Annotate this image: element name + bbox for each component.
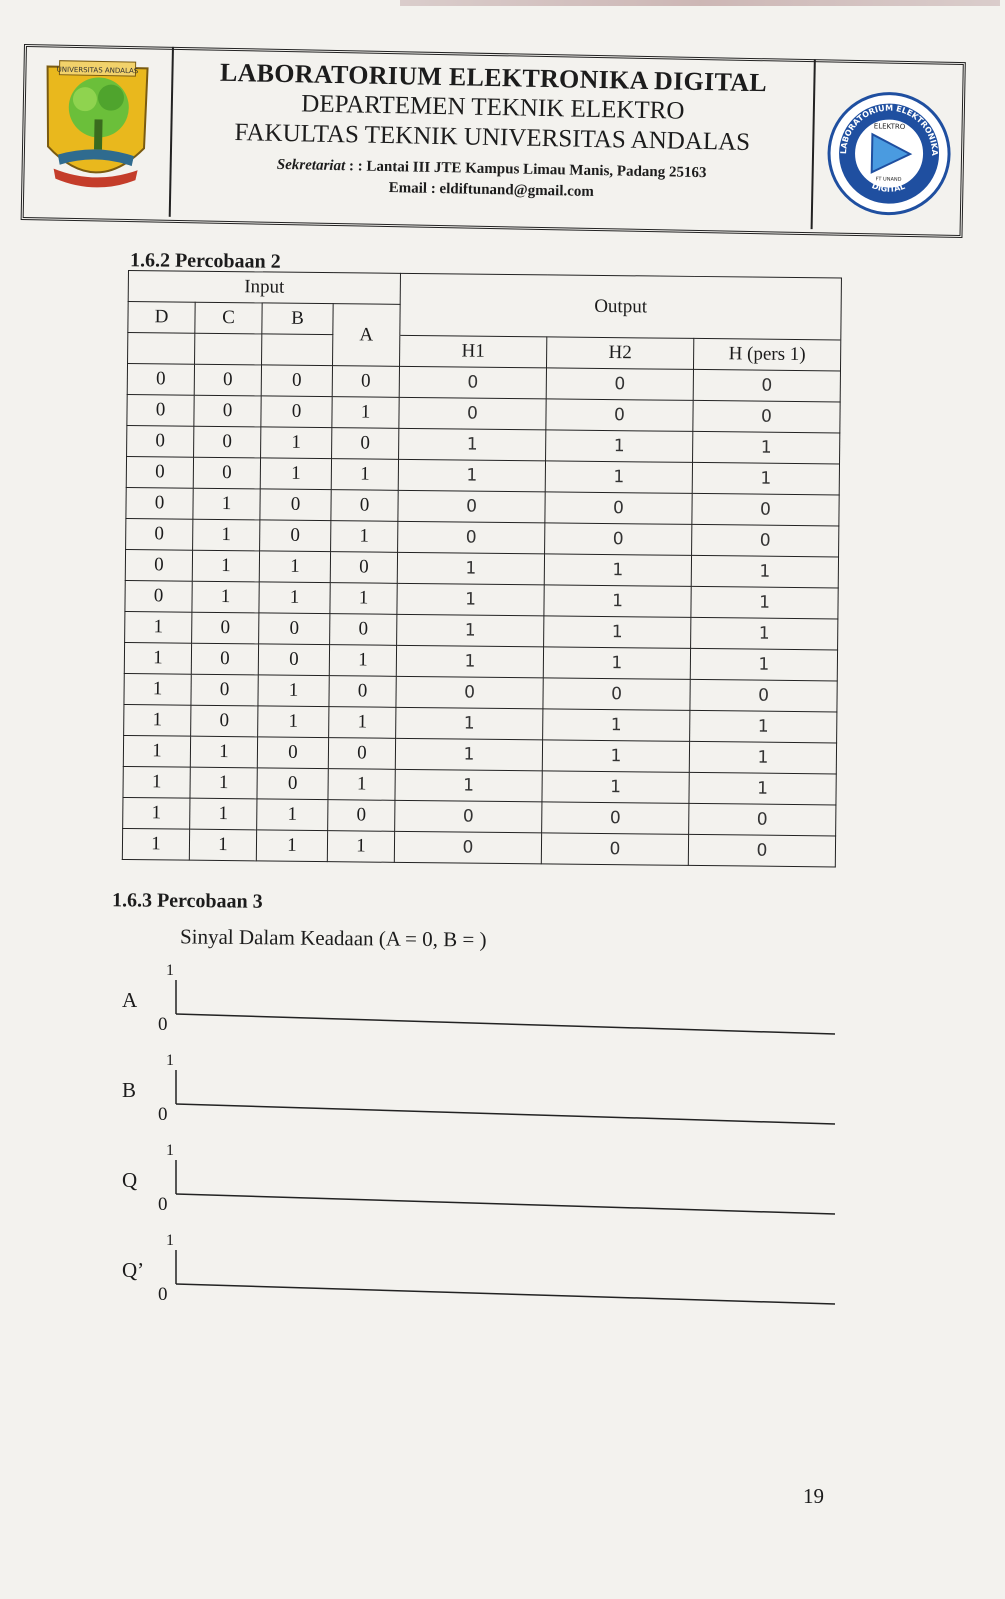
output-cell: 1 <box>693 431 840 464</box>
output-cell: 1 <box>691 555 838 588</box>
table-row <box>122 828 835 866</box>
col-header-b: B <box>262 303 333 335</box>
output-cell: 0 <box>693 400 840 433</box>
input-cell: 0 <box>126 518 193 550</box>
left-logo-text: UNIVERSITAS ANDALAS <box>56 65 139 76</box>
output-cell: 0 <box>545 492 692 525</box>
section-heading-percobaan-3: 1.6.3 Percobaan 3 <box>111 889 263 913</box>
input-cell: 1 <box>190 736 257 768</box>
input-cell: 1 <box>124 673 191 705</box>
col-header-h2: H2 <box>546 337 693 370</box>
input-cell: 1 <box>261 427 332 459</box>
input-cell: 1 <box>331 459 398 491</box>
input-cell: 1 <box>192 581 259 613</box>
signal-diagram <box>110 1142 850 1232</box>
output-cell: 1 <box>546 430 693 463</box>
input-cell: 0 <box>328 800 395 832</box>
output-cell: 1 <box>543 709 690 742</box>
input-cell: 1 <box>256 830 327 862</box>
output-cell: 0 <box>542 802 689 835</box>
input-cell: 1 <box>124 642 191 674</box>
signal-label: A <box>122 988 138 1012</box>
right-logo-ft: FT UNAND <box>875 176 902 183</box>
signal-high-tick: 1 <box>166 962 174 979</box>
signal-diagram <box>110 1232 850 1322</box>
output-cell: 1 <box>544 554 691 587</box>
input-cell: 1 <box>125 611 192 643</box>
truth-table-grid <box>122 270 842 867</box>
output-cell: 0 <box>546 399 693 432</box>
input-cell: 1 <box>193 519 260 551</box>
output-cell: 0 <box>692 493 839 526</box>
input-cell: 0 <box>332 366 399 398</box>
input-cell: 0 <box>260 520 331 552</box>
output-cell: 0 <box>398 490 545 523</box>
input-cell: 1 <box>192 550 259 582</box>
output-cell: 0 <box>399 397 546 430</box>
input-cell: 1 <box>258 675 329 707</box>
secretariat-label: Sekretariat <box>276 156 346 175</box>
output-cell: 0 <box>688 834 835 867</box>
output-cell: 1 <box>691 586 838 619</box>
input-cell: 0 <box>329 676 396 708</box>
col-spacer <box>262 334 333 366</box>
input-cell: 0 <box>125 549 192 581</box>
input-cell: 1 <box>124 704 191 736</box>
output-cell: 1 <box>690 710 837 743</box>
faculty-name: FAKULTAS TEKNIK UNIVERSITAS ANDALAS <box>234 119 751 156</box>
right-logo-inner: ELEKTRO <box>873 122 906 131</box>
output-cell: 1 <box>395 769 542 802</box>
input-cell: 0 <box>328 738 395 770</box>
signal-high-tick: 1 <box>166 1232 174 1249</box>
output-cell: 1 <box>542 740 689 773</box>
letterhead <box>20 44 966 274</box>
output-cell: 0 <box>546 368 693 401</box>
output-cell: 0 <box>396 676 543 709</box>
output-cell: 1 <box>397 614 544 647</box>
input-cell: 0 <box>332 428 399 460</box>
output-header: Output <box>400 273 842 340</box>
output-cell: 0 <box>394 831 541 864</box>
col-header-h-pers1: H (pers 1) <box>693 338 840 371</box>
input-cell: 0 <box>127 364 194 396</box>
output-cell: 1 <box>689 772 836 805</box>
output-cell: 1 <box>397 552 544 585</box>
department-name: DEPARTEMEN TEKNIK ELEKTRO <box>301 90 685 125</box>
signal-low-tick: 0 <box>158 1284 168 1305</box>
input-cell: 1 <box>329 645 396 677</box>
input-cell: 1 <box>330 583 397 615</box>
truth-table <box>122 270 842 867</box>
signal-diagram <box>110 1052 850 1142</box>
input-cell: 1 <box>329 707 396 739</box>
output-cell: 1 <box>399 428 546 461</box>
right-logo-cell <box>811 59 966 232</box>
secretariat-text: : : Lantai III JTE Kampus Limau Manis, Padang 25163 <box>348 158 707 182</box>
input-cell: 0 <box>126 487 193 519</box>
input-cell: 0 <box>126 456 193 488</box>
input-cell: 1 <box>331 521 398 553</box>
output-cell: 1 <box>544 585 691 618</box>
input-cell: 1 <box>327 831 394 863</box>
col-header-a: A <box>333 304 401 367</box>
input-cell: 0 <box>194 364 261 396</box>
input-cell: 1 <box>123 797 190 829</box>
section-heading-percobaan-2: 1.6.2 Percobaan 2 <box>129 249 281 273</box>
page-number: 19 <box>803 1484 824 1508</box>
output-cell: 0 <box>693 369 840 402</box>
signal-axes <box>110 962 850 1052</box>
input-cell: 0 <box>330 614 397 646</box>
input-cell: 0 <box>194 426 261 458</box>
col-spacer <box>195 333 262 365</box>
output-cell: 1 <box>692 462 839 495</box>
output-cell: 0 <box>692 524 839 557</box>
input-cell: 1 <box>189 829 256 861</box>
input-cell: 1 <box>123 766 190 798</box>
input-cell: 0 <box>257 737 328 769</box>
lab-elektronika-logo <box>825 89 953 217</box>
input-cell: 0 <box>193 457 260 489</box>
output-cell: 1 <box>542 771 689 804</box>
input-cell: 1 <box>193 488 260 520</box>
output-cell: 1 <box>543 647 690 680</box>
input-cell: 1 <box>123 735 190 767</box>
output-cell: 1 <box>545 461 692 494</box>
signal-axes <box>110 1232 850 1322</box>
input-cell: 0 <box>127 394 194 426</box>
signal-state-subtitle: Sinyal Dalam Keadaan (A = 0, B = ) <box>179 924 487 952</box>
col-spacer <box>128 333 195 365</box>
col-header-h1: H1 <box>400 335 547 368</box>
input-cell: 0 <box>257 768 328 800</box>
input-cell: 0 <box>259 613 330 645</box>
signal-diagram <box>110 962 850 1052</box>
output-cell: 0 <box>541 833 688 866</box>
input-cell: 0 <box>127 425 194 457</box>
output-cell: 1 <box>689 741 836 774</box>
input-cell: 0 <box>261 396 332 428</box>
input-cell: 0 <box>191 643 258 675</box>
signal-label: Q <box>122 1168 138 1192</box>
page-edge <box>400 0 1000 6</box>
signal-low-tick: 0 <box>158 1194 168 1215</box>
output-cell: 0 <box>395 800 542 833</box>
input-cell: 0 <box>191 674 258 706</box>
col-header-c: C <box>195 302 262 334</box>
output-cell: 1 <box>544 616 691 649</box>
input-cell: 0 <box>330 552 397 584</box>
output-cell: 0 <box>689 803 836 836</box>
signal-axes <box>110 1142 850 1232</box>
signal-low-tick: 0 <box>158 1104 168 1125</box>
input-cell: 0 <box>258 644 329 676</box>
output-cell: 0 <box>398 521 545 554</box>
left-logo-cell <box>21 44 174 217</box>
output-cell: 0 <box>399 366 546 399</box>
input-cell: 1 <box>328 769 395 801</box>
input-cell: 0 <box>194 395 261 427</box>
input-cell: 0 <box>260 489 331 521</box>
signal-label: B <box>122 1078 137 1102</box>
letterhead-text <box>171 57 813 205</box>
input-cell: 1 <box>190 767 257 799</box>
signal-axes <box>110 1052 850 1142</box>
input-cell: 1 <box>259 551 330 583</box>
output-cell: 0 <box>690 679 837 712</box>
output-cell: 1 <box>398 459 545 492</box>
input-cell: 0 <box>192 612 259 644</box>
lab-title: LABORATORIUM ELEKTRONIKA DIGITAL <box>219 57 768 98</box>
output-cell: 1 <box>691 617 838 650</box>
output-cell: 1 <box>396 707 543 740</box>
input-cell: 0 <box>125 580 192 612</box>
signal-label: Q’ <box>122 1258 145 1282</box>
input-cell: 1 <box>258 706 329 738</box>
input-cell: 1 <box>190 798 257 830</box>
lab-email: Email : eldiftunand@gmail.com <box>388 180 595 200</box>
input-cell: 0 <box>261 365 332 397</box>
input-cell: 1 <box>257 799 328 831</box>
output-cell: 1 <box>395 738 542 771</box>
output-cell: 1 <box>397 583 544 616</box>
input-cell: 1 <box>332 397 399 429</box>
input-cell: 1 <box>122 828 189 860</box>
input-header: Input <box>128 271 400 305</box>
input-cell: 1 <box>260 458 331 490</box>
right-logo-text-top: LABORATORIUM ELEKTRONIKA <box>838 103 940 156</box>
signal-high-tick: 1 <box>166 1142 174 1159</box>
signal-low-tick: 0 <box>158 1014 168 1035</box>
right-logo-text-bottom: DIGITAL <box>870 181 907 194</box>
input-cell: 0 <box>191 705 258 737</box>
input-cell: 1 <box>259 582 330 614</box>
university-andalas-logo <box>37 56 156 198</box>
output-cell: 1 <box>690 648 837 681</box>
input-cell: 0 <box>331 490 398 522</box>
signal-high-tick: 1 <box>166 1052 174 1069</box>
output-cell: 0 <box>543 678 690 711</box>
col-header-d: D <box>128 302 195 334</box>
output-cell: 1 <box>396 645 543 678</box>
output-cell: 0 <box>545 523 692 556</box>
